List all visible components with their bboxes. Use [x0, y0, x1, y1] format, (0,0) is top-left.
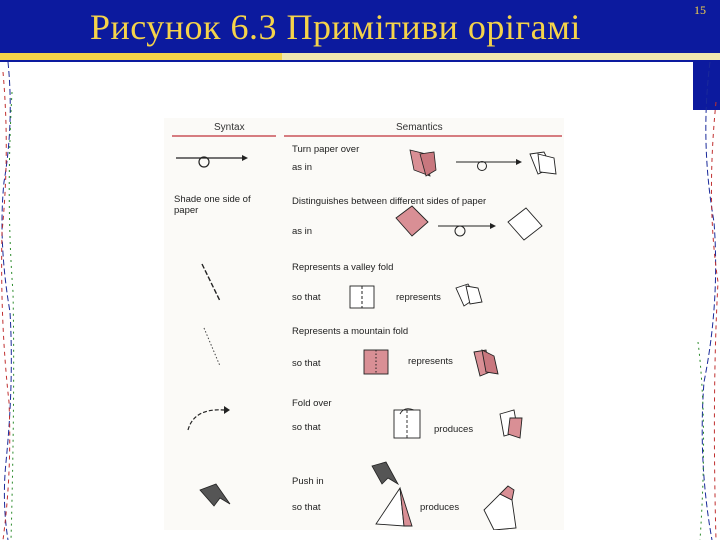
figure-graphics [164, 118, 564, 530]
fold-over-produces: produces [434, 424, 474, 435]
push-in-example [372, 462, 516, 530]
valley-represents: represents [396, 292, 441, 303]
turn-over-as-in: as in [292, 162, 313, 173]
shade-syntax-label: Shade one side of paper [174, 194, 251, 216]
slide-title: Рисунок 6.3 Примітиви орігамі [90, 7, 581, 47]
semantics-column-header: Semantics [396, 122, 443, 133]
valley-so-that: so that [292, 292, 321, 303]
fold-over-arrow [188, 406, 230, 430]
mountain-represents: represents [408, 356, 453, 367]
title-underline-light [282, 53, 720, 60]
mountain-description: Represents a mountain fold [292, 326, 409, 337]
fold-over-description: Fold over [292, 398, 332, 409]
right-decor-lines [690, 62, 720, 540]
title-underline-accent [0, 53, 282, 60]
push-in-arrow [200, 484, 230, 506]
fold-over-so-that: so that [292, 422, 321, 433]
turn-over-example [410, 150, 556, 176]
mountain-fold-line [204, 328, 220, 366]
push-in-description: Push in [292, 476, 324, 487]
slide-number: 15 [694, 3, 706, 17]
syntax-column-header: Syntax [214, 122, 245, 133]
left-decor-lines [0, 62, 16, 540]
turn-over-label: Turn paper over [292, 144, 360, 155]
shade-as-in: as in [292, 226, 313, 237]
turn-over-symbol [176, 155, 248, 167]
valley-description: Represents a valley fold [292, 262, 394, 273]
valley-fold-line [202, 264, 220, 301]
push-in-so-that: so that [292, 502, 321, 513]
shade-example [396, 206, 542, 240]
push-in-produces: produces [420, 502, 460, 513]
mountain-so-that: so that [292, 358, 321, 369]
origami-primitives-figure [164, 118, 564, 530]
shade-description: Distinguishes between different sides of paper [292, 196, 487, 207]
